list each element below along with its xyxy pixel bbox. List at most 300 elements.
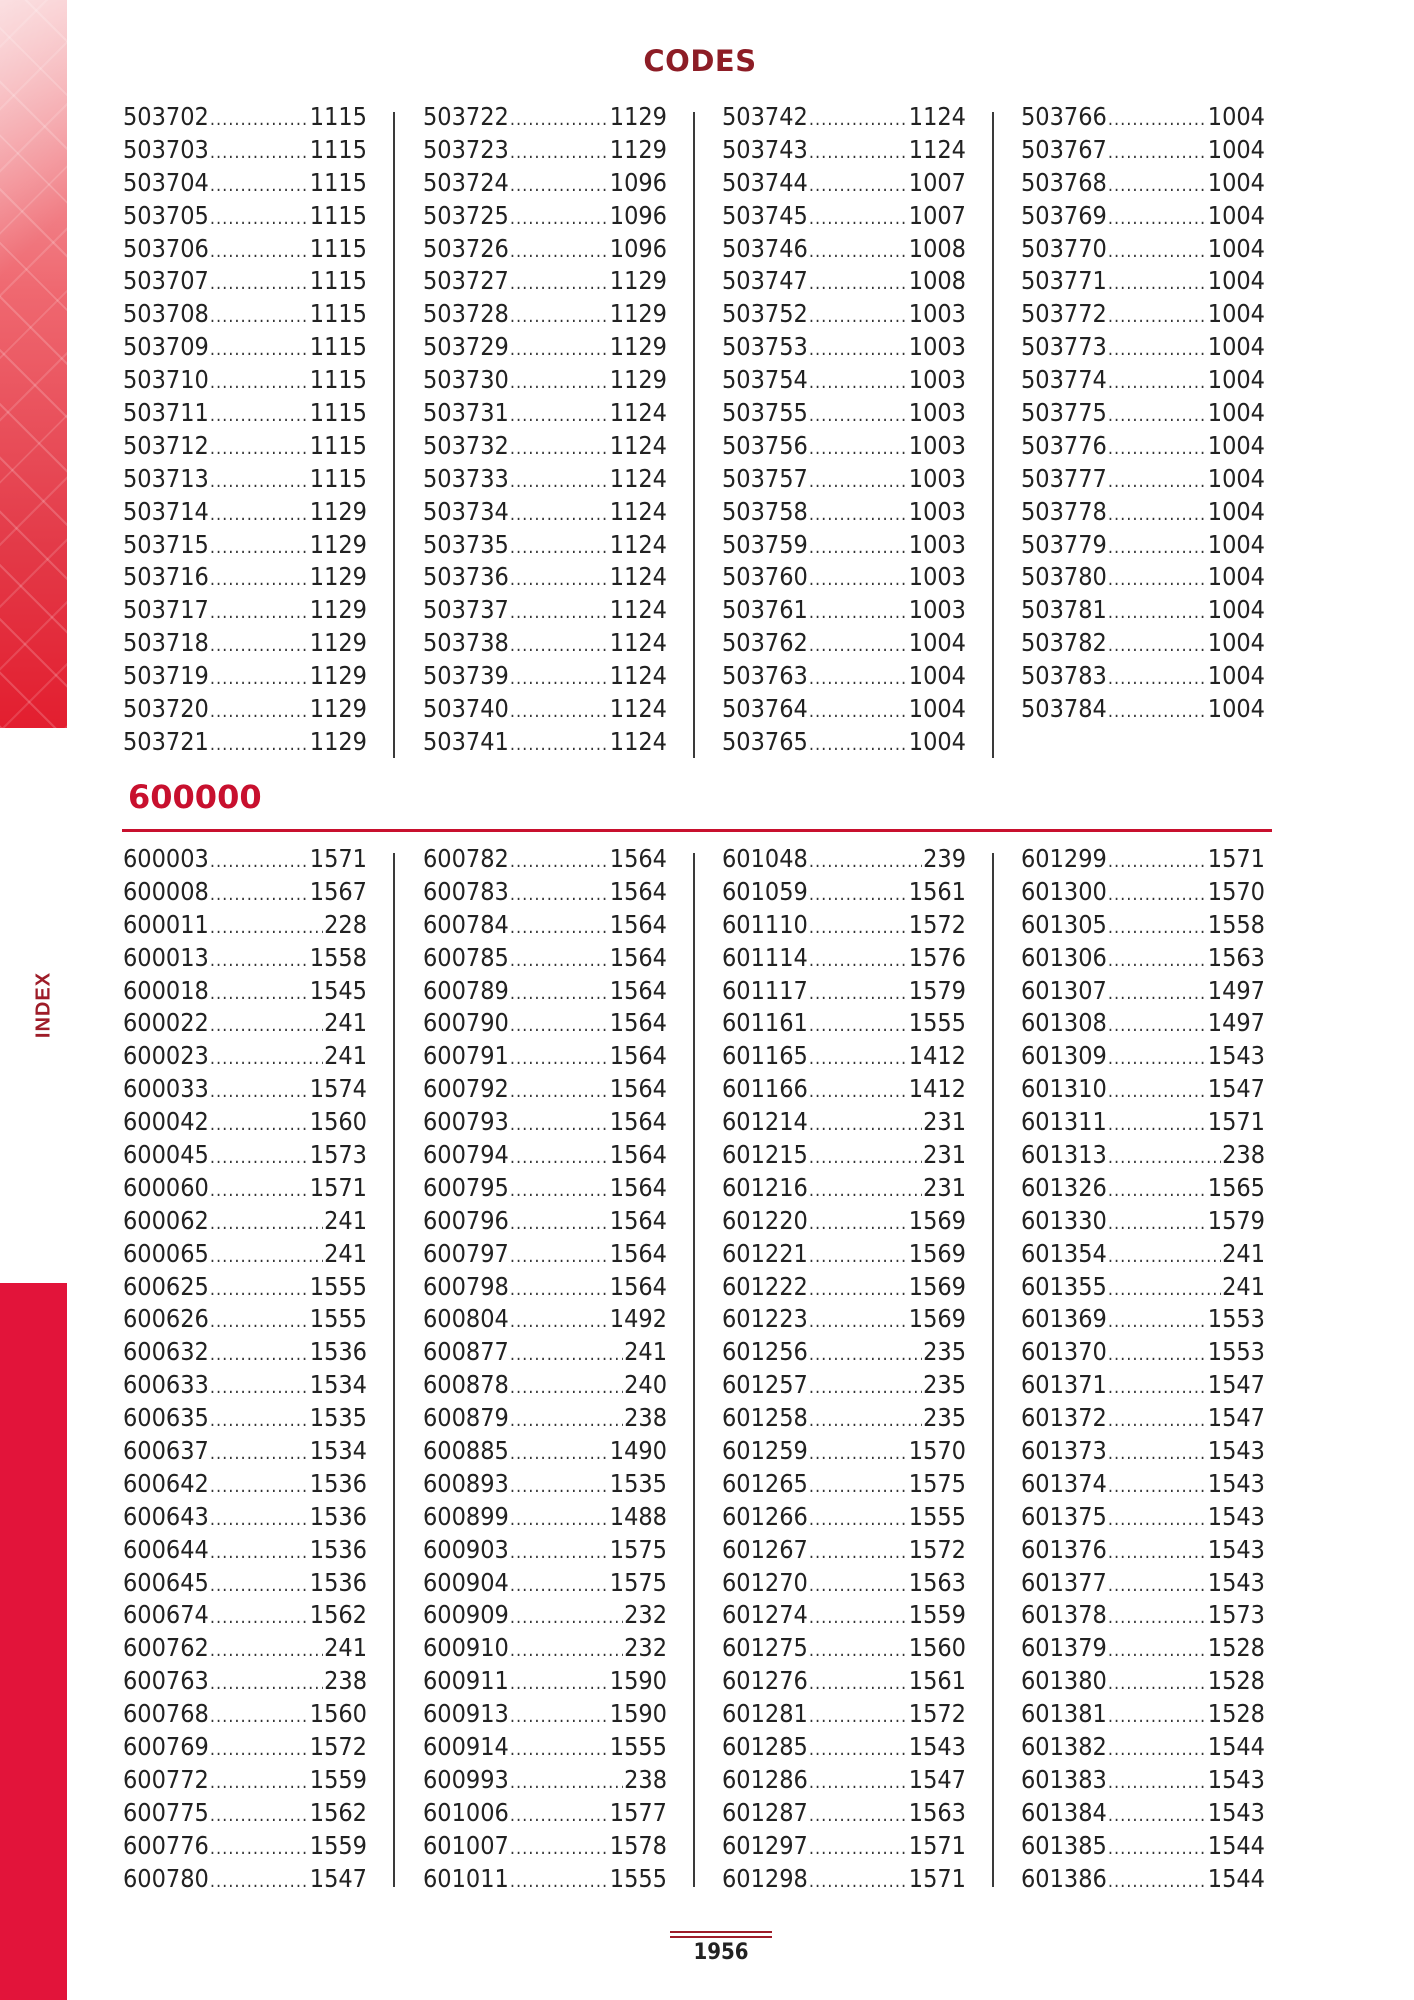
dot-leader xyxy=(510,1668,609,1701)
product-code: 600008 xyxy=(123,876,209,906)
page-reference: 1572 xyxy=(309,1732,367,1762)
column-divider xyxy=(693,853,695,1887)
index-entry xyxy=(123,1534,367,1567)
product-code: 503735 xyxy=(423,529,509,559)
index-entry xyxy=(423,1369,667,1402)
dot-leader xyxy=(809,1734,908,1767)
page-reference: 1003 xyxy=(908,430,966,460)
dot-leader xyxy=(809,1668,908,1701)
page-reference: 1115 xyxy=(309,332,367,362)
product-code: 503721 xyxy=(123,726,209,756)
product-code: 503769 xyxy=(1021,200,1107,230)
dot-leader xyxy=(1108,1602,1207,1635)
dot-leader xyxy=(809,170,908,203)
dot-leader xyxy=(210,978,309,1011)
index-entry xyxy=(423,1402,667,1435)
index-entry xyxy=(423,1205,667,1238)
dot-leader xyxy=(1108,137,1207,170)
page-reference: 1003 xyxy=(908,398,966,428)
dot-leader xyxy=(510,1306,609,1339)
index-entry xyxy=(423,1797,667,1830)
page-reference: 1412 xyxy=(908,1074,966,1104)
dot-leader xyxy=(1108,1076,1207,1109)
product-code: 503703 xyxy=(123,134,209,164)
page-reference: 1543 xyxy=(1207,1436,1265,1466)
product-code: 600065 xyxy=(123,1238,209,1268)
dot-leader xyxy=(809,499,908,532)
page-reference: 1124 xyxy=(609,595,667,625)
dot-leader xyxy=(809,1767,908,1800)
product-code: 601371 xyxy=(1021,1370,1107,1400)
dot-leader xyxy=(510,912,609,945)
product-code: 600793 xyxy=(423,1107,509,1137)
page-reference: 1564 xyxy=(609,909,667,939)
dot-leader xyxy=(1108,696,1207,729)
index-entry xyxy=(423,1435,667,1468)
dot-leader xyxy=(510,945,609,978)
index-entry xyxy=(722,660,966,693)
index-entry xyxy=(123,529,367,562)
dot-leader xyxy=(510,1800,609,1833)
page-reference: 1571 xyxy=(908,1863,966,1893)
dot-leader xyxy=(809,846,922,879)
index-entry xyxy=(722,298,966,331)
dot-leader xyxy=(510,301,609,334)
index-entry xyxy=(423,942,667,975)
index-entry xyxy=(1021,1797,1265,1830)
dot-leader xyxy=(210,466,309,499)
index-entry xyxy=(123,1632,367,1665)
dot-leader xyxy=(210,104,309,137)
product-code: 601161 xyxy=(722,1008,808,1038)
index-entry xyxy=(722,1797,966,1830)
index-entry xyxy=(722,1764,966,1797)
page-reference: 1129 xyxy=(609,332,667,362)
page-reference: 1007 xyxy=(908,167,966,197)
dot-leader xyxy=(210,630,309,663)
dot-leader xyxy=(210,400,309,433)
product-code: 601373 xyxy=(1021,1436,1107,1466)
index-entry xyxy=(1021,529,1265,562)
dot-leader xyxy=(510,1076,609,1109)
dot-leader xyxy=(510,236,609,269)
page-reference: 1008 xyxy=(908,233,966,263)
page-reference: 1129 xyxy=(309,496,367,526)
page-number: 1956 xyxy=(693,1940,749,1965)
index-entry xyxy=(1021,1271,1265,1304)
page-reference: 238 xyxy=(624,1403,667,1433)
dot-leader xyxy=(510,367,609,400)
index-entry xyxy=(1021,942,1265,975)
page-reference: 1573 xyxy=(309,1140,367,1170)
page-reference: 1004 xyxy=(1207,167,1265,197)
column-divider xyxy=(992,853,994,1887)
page-reference: 1129 xyxy=(609,365,667,395)
dot-leader xyxy=(210,879,309,912)
dot-leader xyxy=(210,1471,309,1504)
page-reference: 235 xyxy=(923,1337,966,1367)
dot-leader xyxy=(510,433,609,466)
dot-leader xyxy=(1108,1208,1207,1241)
page-reference: 1576 xyxy=(908,942,966,972)
dot-leader xyxy=(510,203,609,236)
dot-leader xyxy=(1108,367,1207,400)
dot-leader xyxy=(809,1866,908,1899)
code-column-3 xyxy=(722,101,966,759)
index-entry xyxy=(423,1172,667,1205)
index-entry xyxy=(1021,1106,1265,1139)
dot-leader xyxy=(809,663,908,696)
index-entry xyxy=(1021,1599,1265,1632)
product-code: 600789 xyxy=(423,975,509,1005)
index-entry xyxy=(423,1468,667,1501)
page-reference: 241 xyxy=(324,1633,367,1663)
dot-leader xyxy=(510,466,609,499)
product-code: 503709 xyxy=(123,332,209,362)
dot-leader xyxy=(510,1372,623,1405)
dot-leader xyxy=(510,729,609,762)
index-entry xyxy=(123,364,367,397)
page-reference: 1412 xyxy=(908,1041,966,1071)
index-entry xyxy=(423,1863,667,1896)
index-entry xyxy=(722,430,966,463)
dot-leader xyxy=(510,1142,609,1175)
dot-leader xyxy=(809,1635,908,1668)
product-code: 600804 xyxy=(423,1304,509,1334)
dot-leader xyxy=(809,696,908,729)
page-reference: 1590 xyxy=(609,1666,667,1696)
dot-leader xyxy=(510,696,609,729)
dot-leader xyxy=(510,597,609,630)
product-code: 503717 xyxy=(123,595,209,625)
dot-leader xyxy=(809,367,908,400)
product-code: 600909 xyxy=(423,1600,509,1630)
index-entry xyxy=(123,298,367,331)
page-reference: 1564 xyxy=(609,1041,667,1071)
index-entry xyxy=(1021,1336,1265,1369)
product-code: 503720 xyxy=(123,694,209,724)
page-reference: 1555 xyxy=(309,1271,367,1301)
index-entry xyxy=(123,233,367,266)
index-entry xyxy=(123,1731,367,1764)
product-code: 600904 xyxy=(423,1567,509,1597)
dot-leader xyxy=(809,1570,908,1603)
product-code: 601275 xyxy=(722,1633,808,1663)
index-entry xyxy=(1021,331,1265,364)
product-code: 600042 xyxy=(123,1107,209,1137)
index-entry xyxy=(123,594,367,627)
page-reference: 1528 xyxy=(1207,1633,1265,1663)
page-reference: 1008 xyxy=(908,266,966,296)
product-code: 503704 xyxy=(123,167,209,197)
product-code: 600635 xyxy=(123,1403,209,1433)
page-reference: 1571 xyxy=(309,1172,367,1202)
index-entry xyxy=(423,843,667,876)
page-reference: 1129 xyxy=(309,661,367,691)
page-reference: 1559 xyxy=(908,1600,966,1630)
product-code: 503744 xyxy=(722,167,808,197)
page-reference: 1129 xyxy=(309,562,367,592)
index-entry xyxy=(123,1172,367,1205)
product-code: 601220 xyxy=(722,1205,808,1235)
index-entry xyxy=(1021,265,1265,298)
index-entry xyxy=(423,200,667,233)
product-code: 503718 xyxy=(123,628,209,658)
product-code: 601307 xyxy=(1021,975,1107,1005)
index-entry xyxy=(1021,1303,1265,1336)
page-reference: 1528 xyxy=(1207,1666,1265,1696)
product-code: 601308 xyxy=(1021,1008,1107,1038)
index-entry xyxy=(123,331,367,364)
column-divider xyxy=(393,853,395,1887)
product-code: 503760 xyxy=(722,562,808,592)
index-entry xyxy=(1021,463,1265,496)
product-code: 601266 xyxy=(722,1501,808,1531)
index-entry xyxy=(423,561,667,594)
product-code: 601382 xyxy=(1021,1732,1107,1762)
page-reference: 1004 xyxy=(1207,398,1265,428)
dot-leader xyxy=(210,301,309,334)
product-code: 600792 xyxy=(423,1074,509,1104)
page-reference: 1569 xyxy=(908,1238,966,1268)
product-code: 601380 xyxy=(1021,1666,1107,1696)
product-code: 601297 xyxy=(722,1830,808,1860)
index-entry xyxy=(722,1731,966,1764)
page-reference: 1004 xyxy=(908,694,966,724)
index-entry xyxy=(423,1271,667,1304)
dot-leader xyxy=(1108,1833,1207,1866)
dot-leader xyxy=(809,532,908,565)
product-code: 600899 xyxy=(423,1501,509,1531)
index-entry xyxy=(423,233,667,266)
dot-leader xyxy=(510,400,609,433)
page-reference: 1564 xyxy=(609,1008,667,1038)
dot-leader xyxy=(210,1109,309,1142)
index-entry xyxy=(423,876,667,909)
index-entry xyxy=(423,463,667,496)
product-code: 503726 xyxy=(423,233,509,263)
index-entry xyxy=(1021,876,1265,909)
page-reference: 1547 xyxy=(309,1863,367,1893)
product-code: 503776 xyxy=(1021,430,1107,460)
page-reference: 1004 xyxy=(1207,595,1265,625)
index-entry xyxy=(423,627,667,660)
product-code: 503753 xyxy=(722,332,808,362)
dot-leader xyxy=(1108,846,1207,879)
dot-leader xyxy=(809,945,908,978)
index-entry xyxy=(123,909,367,942)
product-code: 600878 xyxy=(423,1370,509,1400)
dot-leader xyxy=(1108,1274,1221,1307)
dot-leader xyxy=(809,137,908,170)
dot-leader xyxy=(510,137,609,170)
page-reference: 1004 xyxy=(1207,628,1265,658)
dot-leader xyxy=(210,729,309,762)
product-code: 601310 xyxy=(1021,1074,1107,1104)
dot-leader xyxy=(1108,1306,1207,1339)
page-reference: 1124 xyxy=(609,726,667,756)
product-code: 503715 xyxy=(123,529,209,559)
index-entry xyxy=(123,1402,367,1435)
index-entry xyxy=(1021,1238,1265,1271)
page-reference: 1115 xyxy=(309,233,367,263)
footer-rule xyxy=(670,1931,772,1933)
page-reference: 1492 xyxy=(609,1304,667,1334)
index-entry xyxy=(1021,167,1265,200)
dot-leader xyxy=(1108,236,1207,269)
product-code: 601374 xyxy=(1021,1468,1107,1498)
page-reference: 1560 xyxy=(309,1699,367,1729)
product-code: 601287 xyxy=(722,1797,808,1827)
product-code: 601298 xyxy=(722,1863,808,1893)
product-code: 503754 xyxy=(722,365,808,395)
index-entry xyxy=(123,726,367,759)
index-entry xyxy=(123,1271,367,1304)
index-entry xyxy=(722,233,966,266)
index-entry xyxy=(722,1435,966,1468)
page-reference: 1115 xyxy=(309,299,367,329)
index-entry xyxy=(423,693,667,726)
page-reference: 1561 xyxy=(908,1666,966,1696)
index-entry xyxy=(722,876,966,909)
page-reference: 1560 xyxy=(309,1107,367,1137)
page-reference: 1129 xyxy=(609,299,667,329)
index-entry xyxy=(1021,1468,1265,1501)
product-code: 600768 xyxy=(123,1699,209,1729)
dot-leader xyxy=(809,1306,908,1339)
dot-leader xyxy=(210,1734,309,1767)
page-reference: 1559 xyxy=(309,1764,367,1794)
dot-leader xyxy=(210,663,309,696)
product-code: 503775 xyxy=(1021,398,1107,428)
index-entry xyxy=(123,1303,367,1336)
product-code: 601377 xyxy=(1021,1567,1107,1597)
index-entry xyxy=(722,331,966,364)
page-reference: 1543 xyxy=(1207,1468,1265,1498)
index-entry xyxy=(722,1599,966,1632)
index-entry xyxy=(423,1139,667,1172)
product-code: 601299 xyxy=(1021,844,1107,873)
dot-leader xyxy=(510,630,609,663)
index-entry xyxy=(722,1238,966,1271)
page-reference: 231 xyxy=(923,1107,966,1137)
index-entry xyxy=(423,1632,667,1665)
index-entry xyxy=(423,1665,667,1698)
product-code: 600885 xyxy=(423,1436,509,1466)
index-entry xyxy=(123,1106,367,1139)
dot-leader xyxy=(809,1504,908,1537)
index-entry xyxy=(722,1632,966,1665)
product-code: 601214 xyxy=(722,1107,808,1137)
index-entry xyxy=(423,1731,667,1764)
product-code: 601221 xyxy=(722,1238,808,1268)
product-code: 601384 xyxy=(1021,1797,1107,1827)
dot-leader xyxy=(1108,1339,1207,1372)
product-code: 601114 xyxy=(722,942,808,972)
column-divider xyxy=(693,112,695,758)
dot-leader xyxy=(809,564,908,597)
dot-leader xyxy=(1108,1537,1207,1570)
dot-leader xyxy=(210,170,309,203)
index-entry xyxy=(123,942,367,975)
product-code: 503770 xyxy=(1021,233,1107,263)
dot-leader xyxy=(1108,597,1207,630)
page-reference: 1124 xyxy=(609,628,667,658)
page-reference: 1129 xyxy=(309,529,367,559)
index-entry xyxy=(722,397,966,430)
page-reference: 1004 xyxy=(908,726,966,756)
dot-leader xyxy=(510,663,609,696)
product-code: 601165 xyxy=(722,1041,808,1071)
dot-leader xyxy=(1108,499,1207,532)
page-reference: 1553 xyxy=(1207,1337,1265,1367)
product-code: 600903 xyxy=(423,1534,509,1564)
product-code: 503768 xyxy=(1021,167,1107,197)
dot-leader xyxy=(809,1438,908,1471)
index-entry xyxy=(423,1238,667,1271)
product-code: 600763 xyxy=(123,1666,209,1696)
dot-leader xyxy=(809,879,908,912)
product-code: 503764 xyxy=(722,694,808,724)
page-reference: 1004 xyxy=(1207,365,1265,395)
sidebar-decor-bottom xyxy=(0,1283,67,2000)
product-code: 503741 xyxy=(423,726,509,756)
index-entry xyxy=(722,496,966,529)
product-code: 601370 xyxy=(1021,1337,1107,1367)
page-reference: 239 xyxy=(923,844,966,873)
index-entry xyxy=(1021,430,1265,463)
page-reference: 241 xyxy=(324,1205,367,1235)
dot-leader xyxy=(809,1800,908,1833)
code-column-2 xyxy=(423,843,667,1896)
product-code: 601300 xyxy=(1021,876,1107,906)
index-entry xyxy=(1021,1830,1265,1863)
index-entry xyxy=(1021,1073,1265,1106)
page-reference: 240 xyxy=(624,1370,667,1400)
product-code: 600674 xyxy=(123,1600,209,1630)
product-code: 601355 xyxy=(1021,1271,1107,1301)
index-entry xyxy=(423,298,667,331)
product-code: 601313 xyxy=(1021,1140,1107,1170)
page-reference: 1572 xyxy=(908,1534,966,1564)
index-entry xyxy=(123,1501,367,1534)
page-reference: 1535 xyxy=(309,1403,367,1433)
index-entry xyxy=(1021,1501,1265,1534)
index-entry xyxy=(722,1402,966,1435)
index-entry xyxy=(1021,843,1265,876)
dot-leader xyxy=(210,846,309,879)
page-reference: 1564 xyxy=(609,1238,667,1268)
index-entry xyxy=(1021,496,1265,529)
dot-leader xyxy=(510,1866,609,1899)
page-reference: 1534 xyxy=(309,1436,367,1466)
page-reference: 1555 xyxy=(609,1732,667,1762)
index-entry xyxy=(423,1106,667,1139)
sidebar-decor-top xyxy=(0,0,67,728)
section-divider-line xyxy=(122,829,1272,832)
dot-leader xyxy=(210,1537,309,1570)
page-reference: 1007 xyxy=(908,200,966,230)
product-code: 600003 xyxy=(123,844,209,873)
index-entry xyxy=(423,594,667,627)
product-code: 503761 xyxy=(722,595,808,625)
page-reference: 1115 xyxy=(309,430,367,460)
page-reference: 1124 xyxy=(609,430,667,460)
product-code: 503706 xyxy=(123,233,209,263)
page-reference: 238 xyxy=(324,1666,367,1696)
index-entry xyxy=(1021,1040,1265,1073)
page-reference: 1547 xyxy=(1207,1370,1265,1400)
